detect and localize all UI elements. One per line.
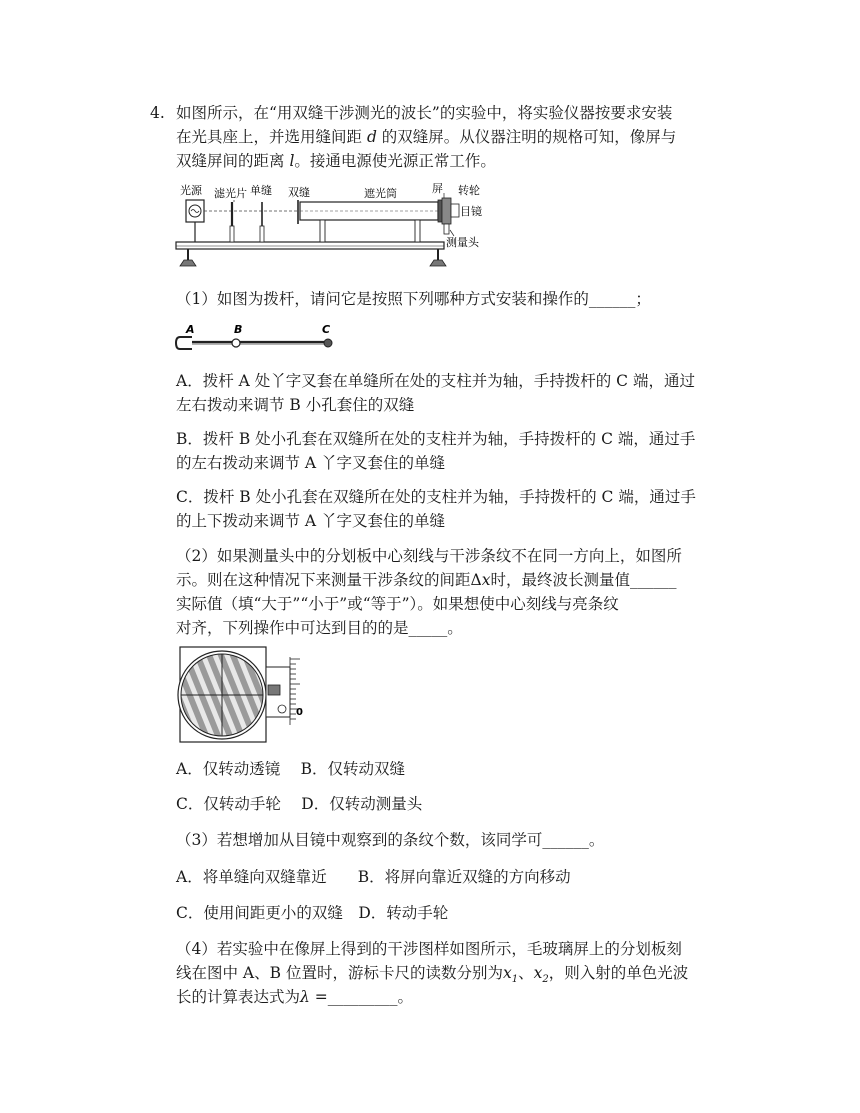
- part2-line3: 实际值（填“大于”“小于”或“等于”）。如果想使中心刻线与亮条纹: [176, 595, 619, 613]
- intro-line-1: 如图所示，在“用双缝干涉测光的波长”的实验中，将实验仪器按要求安装: [176, 104, 673, 122]
- var-lambda: λ: [300, 988, 310, 1006]
- part1-option-c-line2: 的上下拨动来调节 A 丫字叉套住的单缝: [176, 512, 446, 530]
- part3-stem: （3）若想增加从目镜中观察到的条纹个数，该同学可______。: [176, 831, 605, 849]
- part3-options-row1: A．将单缝向双缝靠近 B．将屏向靠近双缝的方向移动: [176, 868, 571, 886]
- var-x: x: [481, 571, 491, 589]
- part3-options-row2: C．使用间距更小的双缝 D．转动手轮: [176, 904, 449, 922]
- label-double-slit: 双缝: [288, 186, 310, 199]
- part2-text: 时，最终波长测量值______: [490, 571, 677, 589]
- part1-option-a-line2: 左右拨动来调节 B 小孔套住的双缝: [176, 396, 415, 414]
- label-tube: 遮光筒: [364, 187, 397, 200]
- part4-text: 长的计算表达式为: [176, 988, 301, 1006]
- lever-label-a: A: [186, 323, 195, 336]
- label-filter: 滤光片: [214, 187, 247, 200]
- label-wheel: 转轮: [458, 184, 480, 197]
- apparatus-diagram: [170, 180, 530, 275]
- intro-line-2: [176, 126, 676, 148]
- sub-1: 1: [511, 974, 519, 986]
- part2-line1: （2）如果测量头中的分划板中心刻线与干涉条纹不在同一方向上，如图所: [176, 547, 682, 565]
- lever-label-b: B: [234, 323, 243, 336]
- lever-label-c: C: [322, 323, 331, 336]
- part4-text: ，则入射的单色光波: [548, 964, 689, 982]
- part2-options-row2: C．仅转动手轮 D．仅转动测量头: [176, 795, 423, 813]
- label-light-source: 光源: [180, 184, 202, 197]
- var-l: l: [289, 152, 295, 170]
- var-d: d: [366, 128, 377, 146]
- part4-text: 线在图中 A、B 位置时，游标卡尺的读数分别为: [176, 964, 503, 982]
- var-x2: x: [533, 964, 543, 982]
- part2-line4: 对齐，下列操作中可达到目的的是_____。: [176, 619, 463, 637]
- intro-text: 在光具座上，并选用缝间距: [176, 128, 367, 146]
- intro-text: 双缝屏间的距离: [176, 152, 290, 170]
- answer-blank: =_________。: [309, 988, 414, 1006]
- part4-line1: （4）若实验中在像屏上得到的干涉图样如图所示，毛玻璃屏上的分划板刻: [176, 940, 682, 958]
- intro-line-3: [176, 150, 496, 172]
- part2-line2: [176, 569, 676, 591]
- delta-symbol: Δ: [470, 571, 482, 589]
- intro-text: 。接通电源使光源正常工作。: [294, 152, 496, 170]
- label-single-slit: 单缝: [250, 184, 272, 197]
- part4-line3: [176, 986, 413, 1008]
- part2-options-row1: A．仅转动透镜 B．仅转动双缝: [176, 760, 406, 778]
- part2-text: 示。则在这种情况下来测量干涉条纹的间距: [176, 571, 471, 589]
- part1-stem: （1）如图为拨杆，请问它是按照下列哪种方式安装和操作的______；: [176, 290, 651, 308]
- var-x1: x: [502, 964, 512, 982]
- lever-diagram: [176, 323, 336, 353]
- part1-option-b-line2: 的左右拨动来调节 A 丫字叉套住的单缝: [176, 454, 446, 472]
- label-measuring-head: 测量头: [446, 236, 479, 249]
- part1-option-b-line1: B．拨杆 B 处小孔套在双缝所在处的支柱并为轴，手持拨杆的 C 端，通过手: [176, 430, 696, 448]
- label-screen: 屏: [432, 182, 443, 195]
- separator: 、: [518, 964, 534, 982]
- label-eyepiece: 目镜: [460, 205, 482, 218]
- question-number: 4.: [150, 104, 165, 122]
- intro-text: 的双缝屏。从仪器注明的规格可知，像屏与: [376, 128, 677, 146]
- measuring-head-diagram: [178, 645, 323, 745]
- part1-option-c-line1: C．拨杆 B 处小孔套在双缝所在处的支柱并为轴，手持拨杆的 C 端，通过手: [176, 488, 696, 506]
- part1-option-a-line1: A．拨杆 A 处丫字叉套在单缝所在处的支柱并为轴，手持拨杆的 C 端，通过: [176, 372, 695, 390]
- scale-zero-label: 0: [296, 707, 303, 718]
- sub-2: 2: [542, 974, 549, 986]
